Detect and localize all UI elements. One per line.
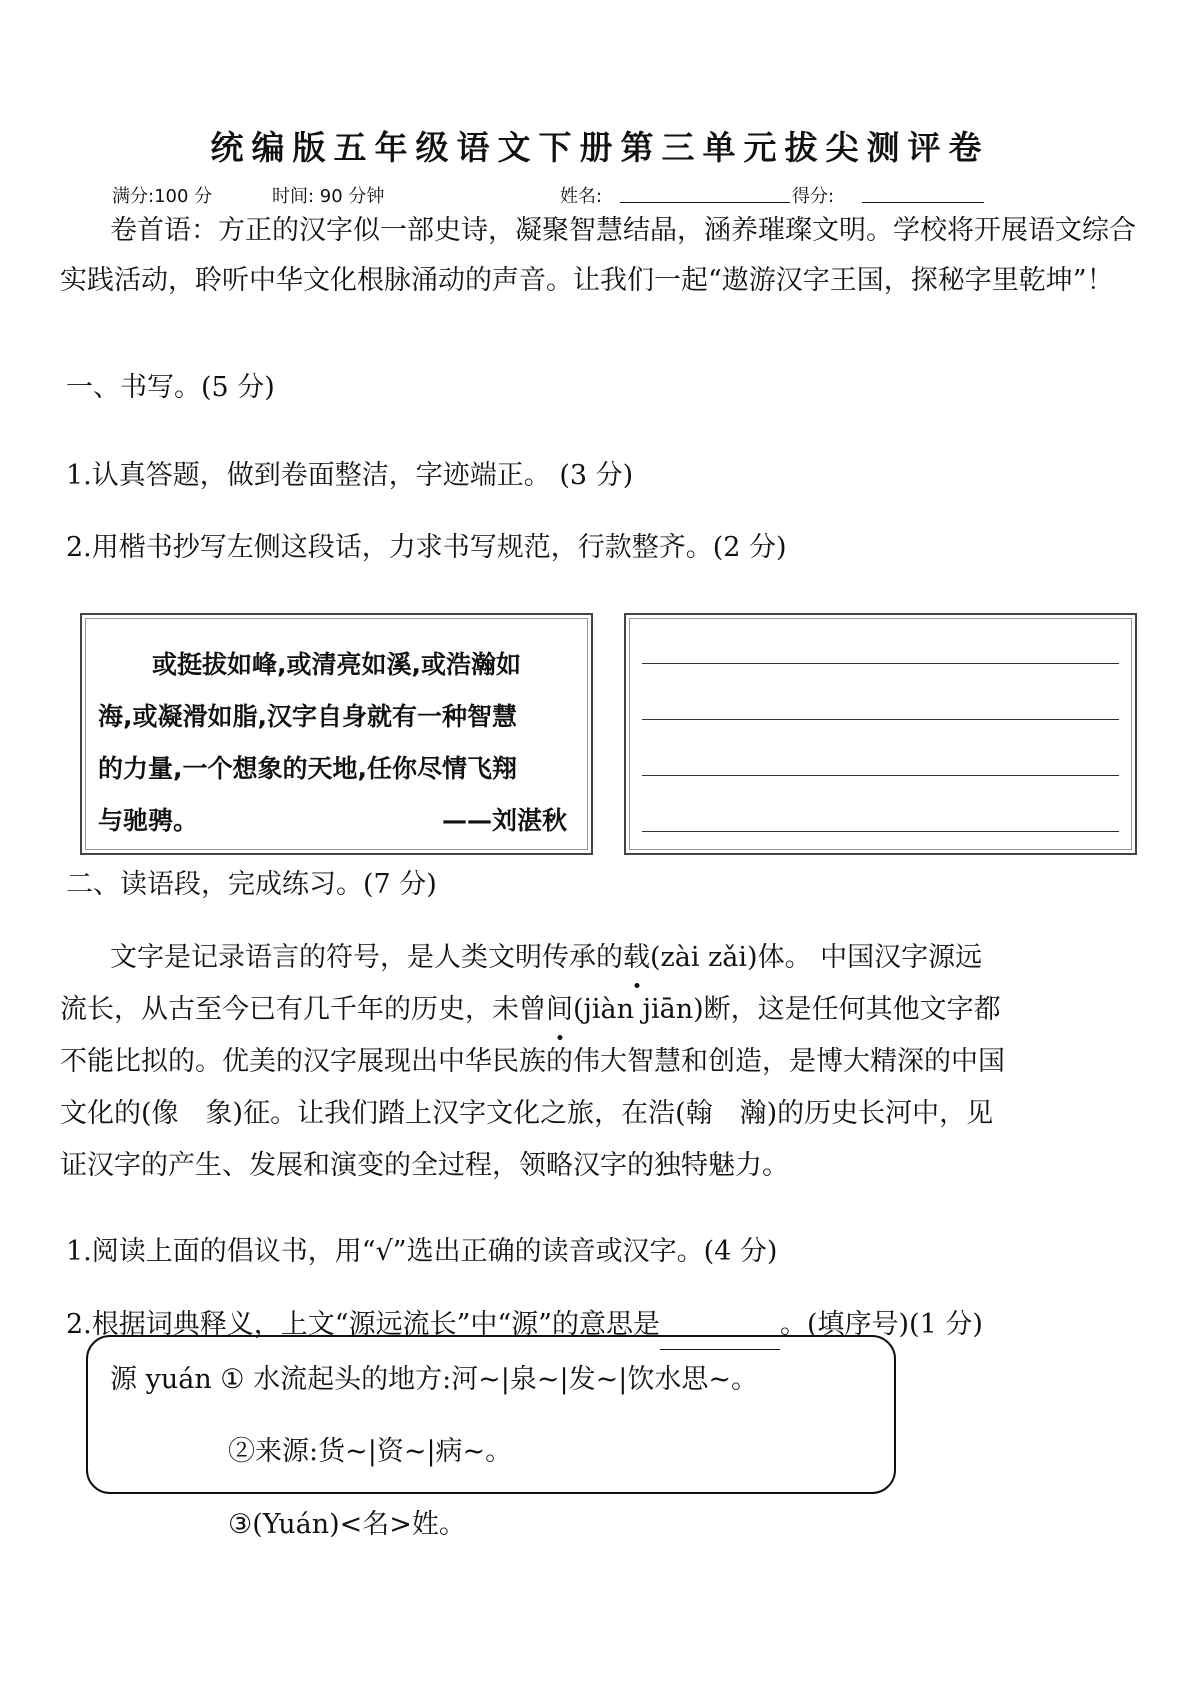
quote-box [80, 613, 593, 855]
name-field[interactable] [620, 182, 790, 203]
passage-line-3: 不能比拟的。优美的汉字展现出中华民族的伟大智慧和创造，是博大精深的中国 [60, 1046, 1005, 1077]
section1-heading: 一、书写。(5 分) [66, 372, 275, 403]
quote-line-3: 的力量,一个想象的天地,任你尽情飞翔 [98, 754, 517, 783]
section1-question-1: 1.认真答题，做到卷面整洁，字迹端正。 (3 分) [66, 460, 634, 491]
dictionary-entry-3: ③(Yuán)<名>姓。 [228, 1509, 466, 1540]
score-label: 得分: [792, 186, 835, 207]
dotted-character: 载 [623, 933, 650, 983]
writing-line [642, 719, 1119, 720]
preface: 卷首语：方正的汉字似一部史诗，凝聚智慧结晶，涵养璀璨文明。学校将开展语文综合实践活动，聆听中华文化根脉涌动的声音。让我们一起“遨游汉字王国，探秘字里乾坤”！ [60, 215, 1136, 296]
passage-text: (jiàn jiān)断，这是任何其他文字都 [573, 994, 1001, 1025]
passage-line-4: 文化的(像 象)征。让我们踏上汉字文化之旅，在浩(翰 瀚)的历史长河中，见 [60, 1098, 994, 1129]
passage-line-5: 证汉字的产生、发展和演变的全过程，领略汉字的独特魅力。 [60, 1150, 789, 1181]
dictionary-entry-1: 源 yuán ① 水流起头的地方:河~|泉~|发~|饮水思~。 [110, 1364, 758, 1395]
section2-question-1: 1.阅读上面的倡议书，用“√”选出正确的读音或汉字。(4 分) [66, 1236, 778, 1267]
name-label: 姓名: [560, 186, 603, 207]
score-field[interactable] [862, 182, 984, 203]
page-title: 统编版五年级语文下册第三单元拔尖测评卷 [210, 128, 990, 167]
exam-time: 时间: 90 分钟 [272, 186, 385, 207]
question-text: 2.根据词典释义，上文“源远流长”中“源”的意思是 [66, 1309, 660, 1340]
passage-text: 文字是记录语言的符号，是人类文明传承的 [110, 942, 623, 973]
quote-line-1: 或挺拔如峰,或清亮如溪,或浩瀚如 [152, 650, 521, 679]
passage-line-2 [60, 985, 1001, 1035]
quote-line-2: 海,或凝滑如脂,汉字自身就有一种智慧 [98, 702, 517, 731]
quote-author: ——刘湛秋 [442, 806, 568, 835]
passage-line-1 [110, 933, 982, 983]
full-score: 满分:100 分 [112, 186, 213, 207]
section1-question-2: 2.用楷书抄写左侧这段话，力求书写规范，行款整齐。(2 分) [66, 532, 787, 563]
quote-line-4: 与驰骋。 [98, 806, 199, 835]
passage-text: 流长，从古至今已有几千年的历史，未曾 [60, 994, 546, 1025]
copy-writing-area[interactable] [624, 613, 1137, 855]
writing-line [642, 831, 1119, 832]
section2-heading: 二、读语段，完成练习。(7 分) [66, 869, 437, 900]
passage-text: (zài zǎi)体。 中国汉字源远 [650, 942, 983, 973]
dictionary-entry-2: ②来源:货~|资~|病~。 [228, 1436, 513, 1467]
writing-line [642, 775, 1119, 776]
writing-line [642, 663, 1119, 664]
dotted-character: 间 [546, 985, 573, 1035]
question-text: 。(填序号)(1 分) [779, 1309, 983, 1340]
